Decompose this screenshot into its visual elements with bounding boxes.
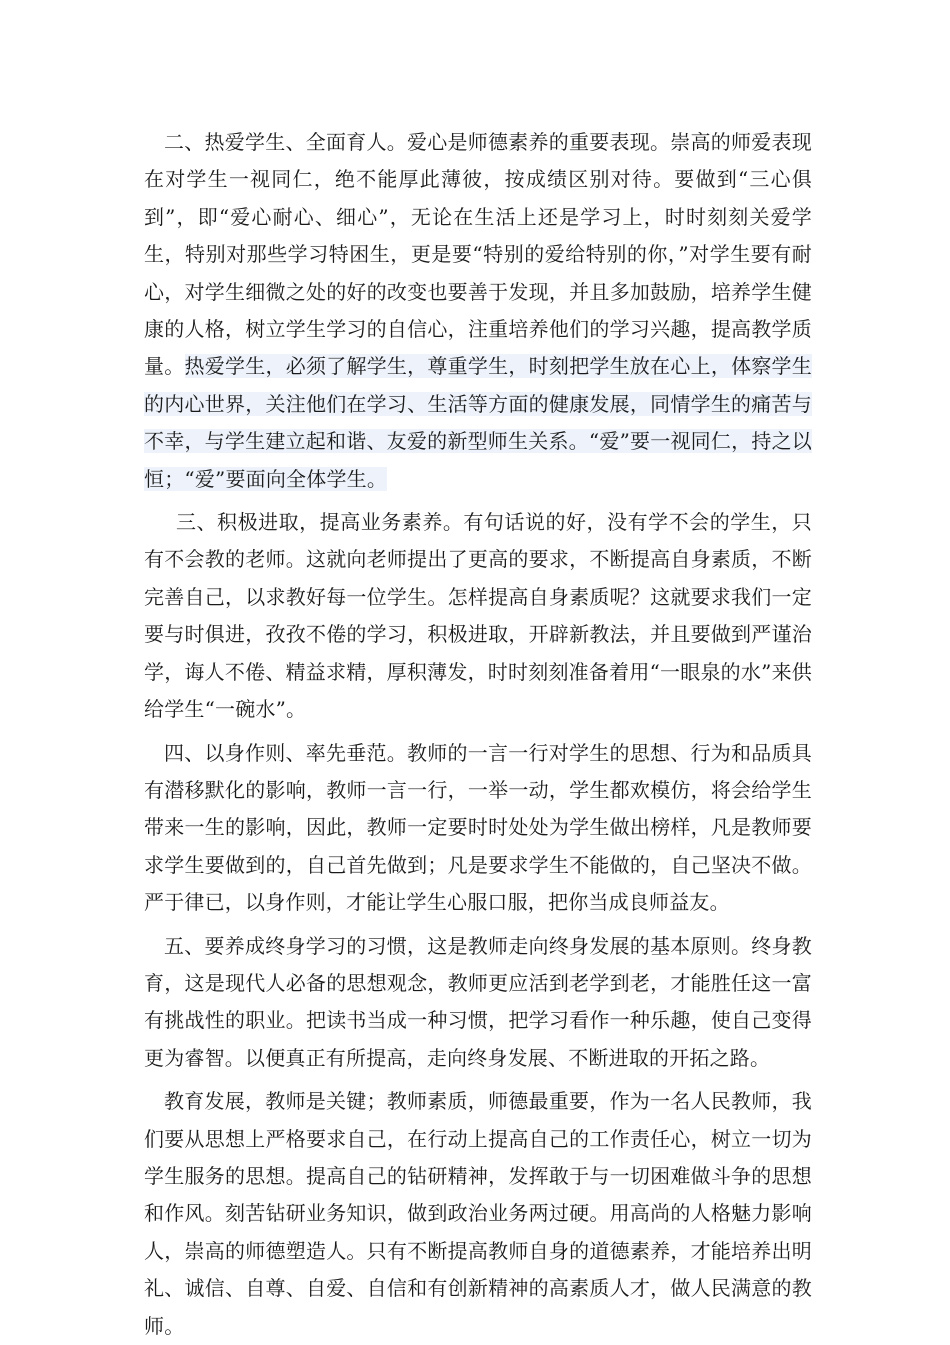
paragraph-love-students (144, 124, 812, 498)
paragraph-lifelong-learning: 五、要养成终身学习的习惯，这是教师走向终身发展的基本原则。终身教育，这是现代人必备的思想观念，教师更应活到老学到老，才能胜任这一富有挑战性的职业。把读书当成一种习惯，把学习看作一种乐趣，使自己变得更为睿智。以便真正有所提高，走向终身发展、不断进取的开拓之路。 (144, 933, 812, 1070)
paragraph-conclusion: 教育发展，教师是关键；教师素质，师德最重要，作为一名人民教师，我们要从思想上严格要求自己，在行动上提高自己的工作责任心，树立一切为学生服务的思想。提高自己的钻研精神，发挥敢于与一切困难做斗争的思想和作风。刻苦钻研业务知识，做到政治业务两过硬。用高尚的人格魅力影响人，崇高的师德塑造人。只有不断提高教师自身的道德素养，才能培养出明礼、诚信、自尊、自爱、自信和有创新精神的高素质人才，做人民满意的教师。 (144, 1089, 812, 1338)
paragraph-text: 二、热爱学生、全面育人。爱心是师德素养的重要表现。崇高的师爱表现在对学生一视同仁，绝不能厚此薄彼，按成绩区别对待。要做到“三心俱到”，即“爱心耐心、细心”，无论在生活上还是学习上，时时刻刻关爱学生，特别对那些学习特困生，更是要“特别的爱给特别的你，”对学生要有耐心，对学生细微之处的好的改变也要善于发现，并且多加鼓励，培养学生健康的人格，树立学生学习的自信心，注重培养他们的学习兴趣，提高教学质量。 (144, 130, 812, 379)
highlighted-text: 热爱学生，必须了解学生，尊重学生，时刻把学生放在心上，体察学生的内心世界，关注他们在学习、生活等方面的健康发展，同情学生的痛苦与不幸，与学生建立起和谐、友爱的新型师生关系。“爱”要一视同仁，持之以恒；“爱”要面向全体学生。 (144, 354, 813, 491)
paragraph-lead-by-example: 四、以身作则、率先垂范。教师的一言一行对学生的思想、行为和品质具有潜移默化的影响，教师一言一行，一举一动，学生都欢模仿，将会给学生带来一生的影响，因此，教师一定要时时处处为学生做出榜样，凡是教师要求学生要做到的，自己首先做到；凡是要求学生不能做的，自己坚决不做。严于律已，以身作则，才能让学生心服口服，把你当成良师益友。 (144, 740, 812, 915)
document-body (144, 124, 812, 1345)
paragraph-professional-growth: 三、积极进取，提高业务素养。有句话说的好，没有学不会的学生，只有不会教的老师。这就向老师提出了更高的要求，不断提高自身素质，不断完善自己，以求教好每一位学生。怎样提高自身素质呢？这就要求我们一定要与时俱进，孜孜不倦的学习，积极进取，开辟新教法，并且要做到严谨治学，诲人不倦、精益求精，厚积薄发，时时刻刻准备着用“一眼泉的水”来供给学生“一碗水”。 (144, 510, 812, 722)
